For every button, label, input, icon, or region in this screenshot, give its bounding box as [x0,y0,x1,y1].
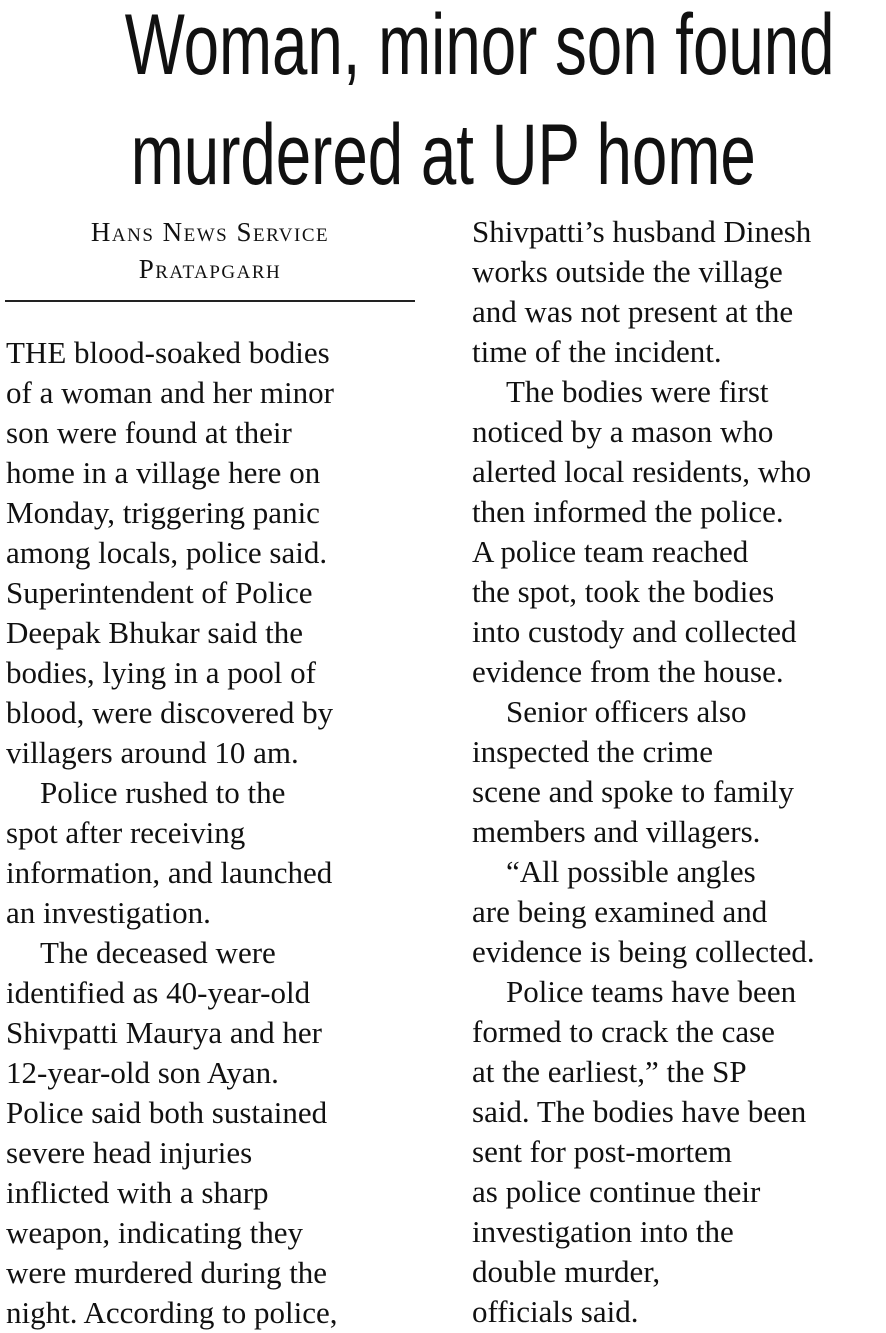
article-line: bodies, lying in a pool of [6,655,316,690]
article-line: night. According to police, [6,1295,338,1330]
article-line: works outside the village [472,254,783,289]
article-line: “All possible angles [506,854,756,889]
article-line: investigation into the [472,1214,734,1249]
article-column-left [6,333,421,1333]
article-line: The bodies were first [506,374,769,409]
headline-text: Woman, minor son found [124,0,835,93]
headline-line-2 [0,107,886,203]
article-line: officials said. [472,1294,639,1329]
article-line: scene and spoke to family [472,774,794,809]
byline-agency: Hans News Service [90,217,330,247]
article-line: A police team reached [472,534,749,569]
article-line: villagers around 10 am. [6,735,299,770]
article-line: at the earliest,” the SP [472,1054,747,1089]
article-line: among locals, police said. [6,535,328,570]
article-line: double murder, [472,1254,661,1289]
article-line: son were found at their [6,415,292,450]
article-line: and was not present at the [472,294,794,329]
article-line: weapon, indicating they [6,1215,303,1250]
article-line: THE blood-soaked bodies [6,335,330,370]
article-line: The deceased were [40,935,276,970]
article-line: evidence is being collected. [472,934,815,969]
article-line: the spot, took the bodies [472,574,775,609]
article-line: alerted local residents, who [472,454,812,489]
article-line: Police rushed to the [40,775,286,810]
article-line: time of the incident. [472,334,722,369]
article-line: home in a village here on [6,455,321,490]
article-line: are being examined and [472,894,768,929]
article-line: then informed the police. [472,494,784,529]
article-line: were murdered during the [6,1255,328,1290]
headline-text: murdered at UP home [130,107,756,203]
article-line: Police said both sustained [6,1095,328,1130]
article-line: Shivpatti’s husband Dinesh [472,214,812,249]
article-line: inspected the crime [472,734,714,769]
article-line: severe head injuries [6,1135,253,1170]
article-line: identified as 40-year-old [6,975,311,1010]
article-line: Police teams have been [506,974,797,1009]
article-line: members and villagers. [472,814,761,849]
article-line: Monday, triggering panic [6,495,320,530]
article-line: noticed by a mason who [472,414,774,449]
article-line: blood, were discovered by [6,695,334,730]
article-line: formed to crack the case [472,1014,775,1049]
article-line: information, and launched [6,855,333,890]
article-line: Senior officers also [506,694,747,729]
article-line: 12-year-old son Ayan. [6,1055,279,1090]
article-line: as police continue their [472,1174,761,1209]
headline-line-1 [0,0,886,93]
article-line: Superintendent of Police [6,575,313,610]
byline-divider [5,300,415,302]
article-line: into custody and collected [472,614,797,649]
article-column-right [472,212,884,1332]
article-line: evidence from the house. [472,654,784,689]
byline-location: Pratapgarh [138,254,282,284]
article-line: sent for post-mortem [472,1134,733,1169]
article-line: of a woman and her minor [6,375,334,410]
article-line: Deepak Bhukar said the [6,615,303,650]
article-line: an investigation. [6,895,211,930]
article-line: inflicted with a sharp [6,1175,269,1210]
byline [5,214,415,288]
article-line: spot after receiving [6,815,246,850]
article-line: said. The bodies have been [472,1094,807,1129]
article-line: Shivpatti Maurya and her [6,1015,322,1050]
